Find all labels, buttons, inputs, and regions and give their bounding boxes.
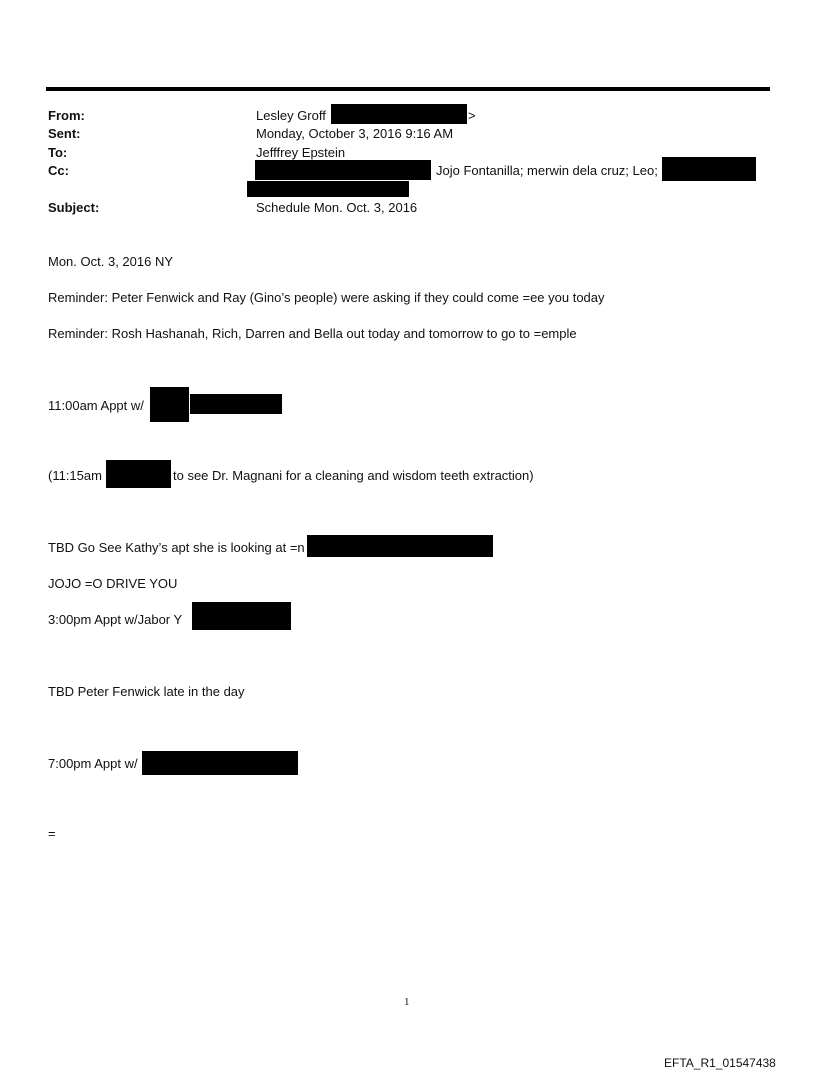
subject-value: Schedule Mon. Oct. 3, 2016 — [256, 200, 418, 215]
from-label: From: — [48, 108, 85, 123]
appt-1115-suffix: to see Dr. Magnani for a cleaning and wisdom teeth extraction) — [173, 468, 534, 483]
tbd-fenwick-line: TBD Peter Fenwick late in the day — [48, 684, 245, 699]
sent-value: Monday, October 3, 2016 9:16 AM — [256, 126, 454, 141]
jojo-line: JOJO =O DRIVE YOU — [48, 576, 178, 591]
document-id: EFTA_R1_01547438 — [664, 1056, 776, 1070]
redaction-appt-1100-b — [190, 394, 282, 414]
header-rule — [46, 87, 770, 91]
to-label: To: — [48, 145, 68, 160]
redaction-cc-3 — [247, 181, 409, 197]
to-value: Jefffrey Epstein — [256, 145, 346, 160]
subject-label: Subject: — [48, 200, 100, 215]
redaction-appt-700 — [142, 751, 298, 775]
redaction-appt-1115 — [106, 460, 171, 488]
appt-1115-prefix: (11:15am — [48, 468, 102, 483]
equals-line: = — [48, 826, 56, 841]
page-number: 1 — [404, 996, 410, 1008]
from-trailing: > — [468, 108, 476, 123]
redaction-cc-2 — [662, 157, 756, 181]
appt-1100-line: 11:00am Appt w/ — [48, 398, 144, 413]
sent-label: Sent: — [48, 126, 81, 141]
appt-700-line: 7:00pm Appt w/ — [48, 756, 138, 771]
redaction-cc-1 — [255, 160, 431, 180]
from-value: Lesley Groff — [256, 108, 326, 123]
tbd-kathy-line: TBD Go See Kathy’s apt she is looking at =n — [48, 540, 305, 555]
cc-value: Jojo Fontanilla; merwin dela cruz; Leo; — [436, 163, 658, 178]
redaction-from-email — [331, 104, 467, 124]
redaction-appt-300 — [192, 602, 291, 630]
appt-300-line: 3:00pm Appt w/Jabor Y — [48, 612, 183, 627]
reminder-line: Reminder: Rosh Hashanah, Rich, Darren and Bella out today and tomorrow to go to =emple — [48, 326, 577, 341]
reminder-line: Reminder: Peter Fenwick and Ray (Gino’s people) were asking if they could come =ee you today — [48, 290, 605, 305]
redaction-kathy — [307, 535, 493, 557]
cc-label: Cc: — [48, 163, 69, 178]
date-line: Mon. Oct. 3, 2016 NY — [48, 254, 174, 269]
redaction-appt-1100-a — [150, 387, 189, 422]
